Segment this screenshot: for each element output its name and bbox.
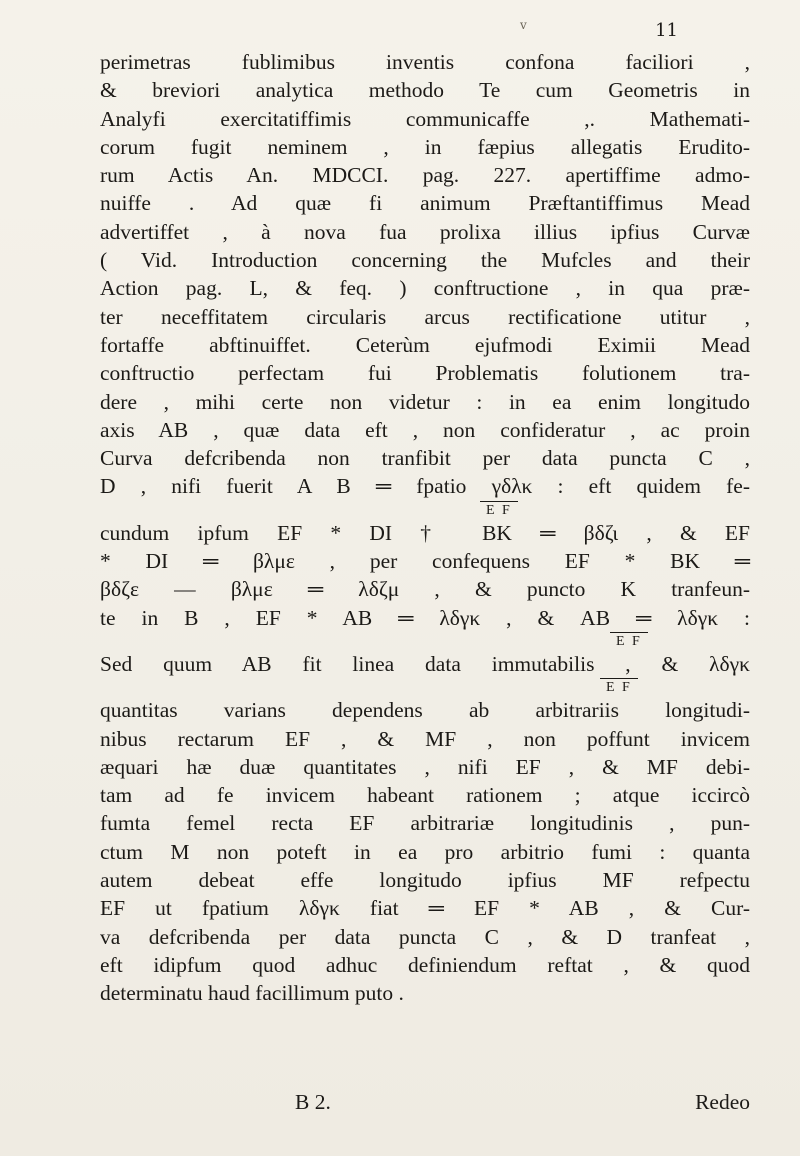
text-line: βδζε — βλμε ═ λδζμ , & puncto K tranfeun- (100, 577, 750, 602)
text-line: rum Actis An. MDCCI. pag. 227. apertiffime admo- (100, 163, 750, 188)
page-footer (100, 1090, 750, 1120)
text-line: Sed quum AB fit linea data immutabilis , & λδγκ (100, 651, 750, 676)
text-line: ter neceffitatem circularis arcus rectificatione utitur , (100, 304, 750, 329)
text-line: autem debeat effe longitudo ipfius MF refpectu (100, 868, 750, 893)
catchword: Redeo (695, 1090, 750, 1114)
text-line: te in B , EF * AB ═ λδγκ , & AB ═ λδγκ : (100, 605, 750, 630)
text-line: Action pag. L, & feq. ) conftructione , in qua præ- (100, 276, 750, 301)
page-number: 11 (655, 20, 678, 41)
tick-mark: v (520, 18, 527, 32)
text-line: EF ut fpatium λδγκ fiat ═ EF * AB , & Cur- (100, 896, 750, 921)
signature-mark: B 2. (295, 1090, 331, 1114)
text-line: quantitas varians dependens ab arbitrariis longitudi- (100, 698, 750, 723)
text-line: conftructio perfectam fui Problematis folutionem tra- (100, 361, 750, 386)
text-line: va defcribenda per data puncta C , & D tranfeat , (100, 924, 750, 949)
text-line: axis AB , quæ data eft , non confideratur , ac proin (100, 417, 750, 442)
text-line: advertiffet , à nova fua prolixa illius ipfius Curvæ (100, 219, 750, 244)
text-line: perimetras fublimibus inventis confona faciliori , (100, 50, 750, 74)
text-line: corum fugit neminem , in fæpius allegatis Erudito- (100, 134, 750, 159)
text-line: nuiffe . Ad quæ fi animum Præftantiffimus Mead (100, 191, 750, 216)
fraction-denominator: E F (100, 501, 750, 519)
text-line: Curva defcribenda non tranfibit per data puncta C , (100, 446, 750, 471)
fraction-denominator: E F (100, 632, 750, 650)
text-line: cundum ipfum EF * DI † BK ═ βδζι , & EF (100, 520, 750, 545)
text-line: eft idipfum quod adhuc definiendum reftat , & quod (100, 952, 750, 977)
text-line: determinatu haud facillimum puto . (100, 981, 404, 1006)
text-line: dere , mihi certe non videtur : in ea enim longitudo (100, 389, 750, 414)
body-text (100, 48, 750, 1008)
text-line: tam ad fe invicem habeant rationem ; atque iccircò (100, 783, 750, 808)
text-line: ( Vid. Introduction concerning the Mufcles and their (100, 248, 750, 273)
text-line: æquari hæ duæ quantitates , nifi EF , & MF debi- (100, 754, 750, 779)
text-line: fumta femel recta EF arbitrariæ longitudinis , pun- (100, 811, 750, 836)
text-line: * DI ═ βλμε , per confequens EF * BK ═ (100, 549, 750, 574)
fraction-denominator: E F (100, 678, 750, 696)
text-line: ctum M non poteft in ea pro arbitrio fumi : quanta (100, 839, 750, 864)
text-line: nibus rectarum EF , & MF , non poffunt invicem (100, 726, 750, 751)
text-line: fortaffe abftinuiffet. Ceterùm ejufmodi Eximii Mead (100, 332, 750, 357)
text-line: & breviori analytica methodo Te cum Geometris in (100, 78, 750, 103)
text-line: D , nifi fuerit A B ═ fpatio γδλκ : eft quidem fe- (100, 474, 750, 499)
text-line: Analyfi exercitatiffimis communicaffe ,. Mathemati- (100, 106, 750, 131)
